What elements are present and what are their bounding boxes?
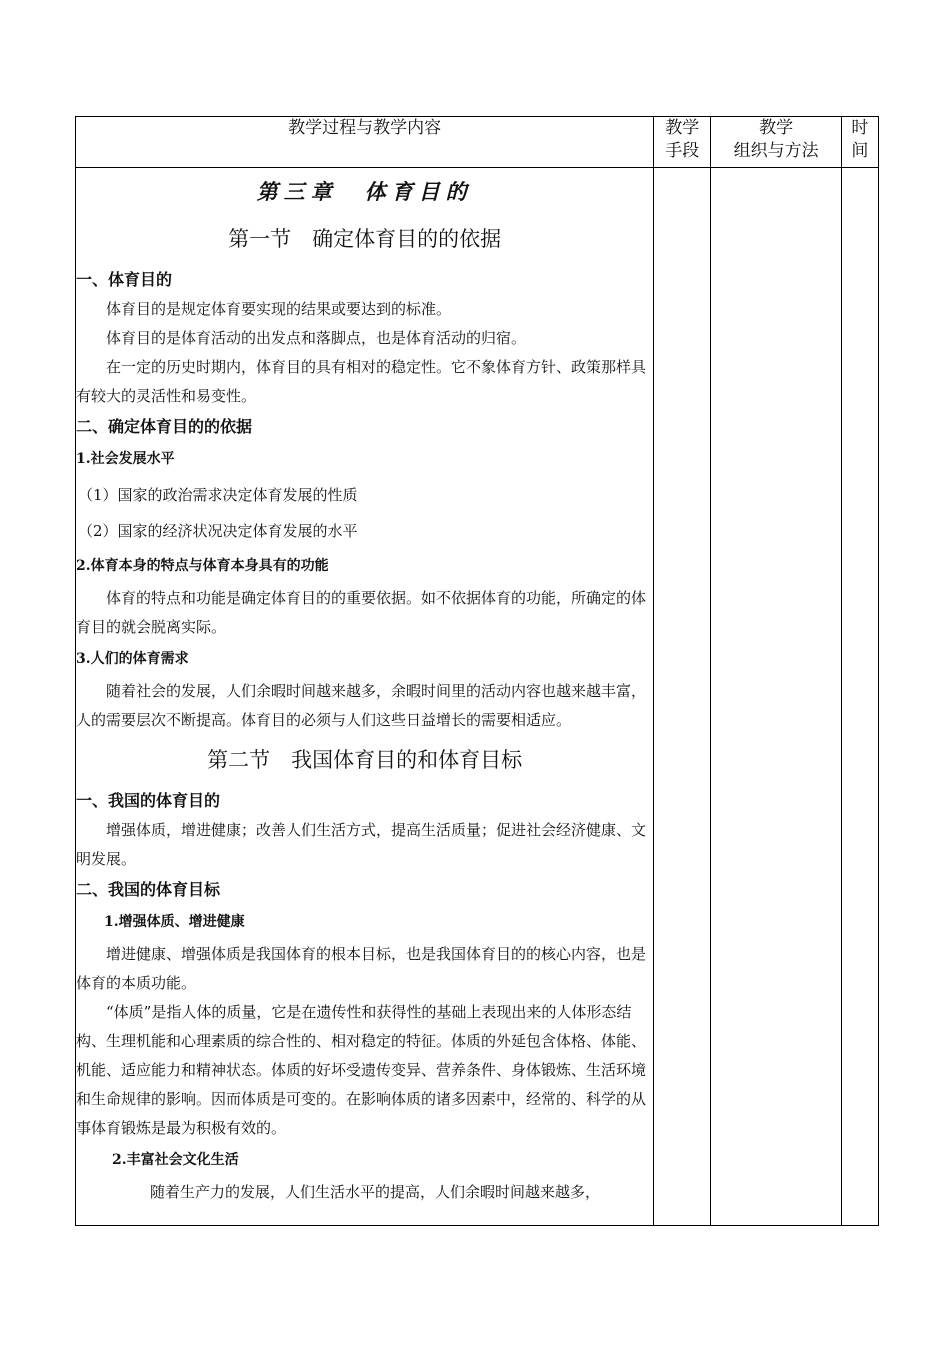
header-content-label: 教学过程与教学内容 xyxy=(288,118,442,138)
s1-heading-1: 一、体育目的 xyxy=(76,270,173,289)
s1-paragraph-1: 体育目的是规定体育要实现的结果或要达到的标准。 xyxy=(106,300,452,318)
chapter-title: 第三章 体育目的 xyxy=(256,179,473,204)
s2-paragraph-1: 增强体质，增进健康；改善人们生活方式，提高生活质量；促进社会经济健康、文明发展。 xyxy=(76,821,647,868)
s1-paragraph-2: 体育目的是体育活动的出发点和落脚点，也是体育活动的归宿。 xyxy=(106,329,527,347)
s1-paragraph-3: 在一定的历史时期内，体育目的具有相对的稳定性。它不象体育方针、政策那样具有较大的灵活性和易变性。 xyxy=(76,358,647,405)
header-means-line2: 手段 xyxy=(665,141,700,161)
s1-subheading-1: 1.社会发展水平 xyxy=(76,451,175,467)
s2-subheading-2: 2.丰富社会文化生活 xyxy=(112,1152,239,1168)
s2-paragraph-2: 增进健康、增强体质是我国体育的根本目标，也是我国体育目的的核心内容，也是体育的本质功能。 xyxy=(76,945,647,992)
s2-heading-1: 一、我国的体育目的 xyxy=(76,791,221,810)
header-means-line1: 教学 xyxy=(665,118,700,138)
s1-paragraph-4: 体育的特点和功能是确定体育目的的重要依据。如不依据体育的功能，所确定的体育目的就会脱离实际。 xyxy=(76,589,647,636)
s2-heading-2: 二、我国的体育目标 xyxy=(76,880,221,899)
s1-heading-2: 二、确定体育目的的依据 xyxy=(76,417,253,436)
header-time-col xyxy=(841,117,878,168)
table-body-row xyxy=(76,168,879,1226)
header-means-col xyxy=(654,117,711,168)
time-cell xyxy=(841,168,878,1226)
lesson-plan-table xyxy=(75,116,879,1226)
s2-paragraph-3: “体质”是指人体的质量，它是在遗传性和获得性的基础上表现出来的人体形态结构、生理机能和心理素质的综合性的、相对稳定的特征。体质的外延包含体格、体能、机能、适应能力和精神状态。体质的好坏受遗传变异、营养条件、身体锻炼、生活环境和生命规律的影响。因而体质是可变的。在影响体质的诸多因素中，经常的、科学的从事体育锻炼是最为积极有效的。 xyxy=(76,1003,647,1137)
s1-paragraph-5: 随着社会的发展，人们余暇时间越来越多，余暇时间里的活动内容也越来越丰富，人的需要层次不断提高。体育目的必须与人们这些日益增长的需要相适应。 xyxy=(76,682,647,729)
header-method-line1: 教学 xyxy=(759,118,794,138)
header-method-line2: 组织与方法 xyxy=(733,141,819,161)
s1-item-1: （1）国家的政治需求决定体育发展的性质 xyxy=(78,486,358,504)
header-time-line2: 间 xyxy=(851,141,869,161)
header-time-line1: 时 xyxy=(851,118,869,138)
means-cell xyxy=(654,168,711,1226)
section1-title: 第一节 确定体育目的的依据 xyxy=(228,227,502,251)
header-content-col xyxy=(76,117,654,168)
s2-subheading-1: 1.增强体质、增进健康 xyxy=(104,914,245,930)
method-cell xyxy=(711,168,841,1226)
s1-subheading-3: 3.人们的体育需求 xyxy=(76,651,189,667)
s1-subheading-2: 2.体育本身的特点与体育本身具有的功能 xyxy=(76,558,329,574)
s2-paragraph-4: 随着生产力的发展，人们生活水平的提高，人们余暇时间越来越多， xyxy=(150,1183,601,1201)
s1-item-2: （2）国家的经济状况决定体育发展的水平 xyxy=(78,522,358,540)
content-cell xyxy=(76,168,654,1226)
lesson-plan-sheet xyxy=(75,116,879,1226)
table-header-row xyxy=(76,117,879,168)
section2-title: 第二节 我国体育目的和体育目标 xyxy=(207,748,523,772)
header-method-col xyxy=(711,117,841,168)
